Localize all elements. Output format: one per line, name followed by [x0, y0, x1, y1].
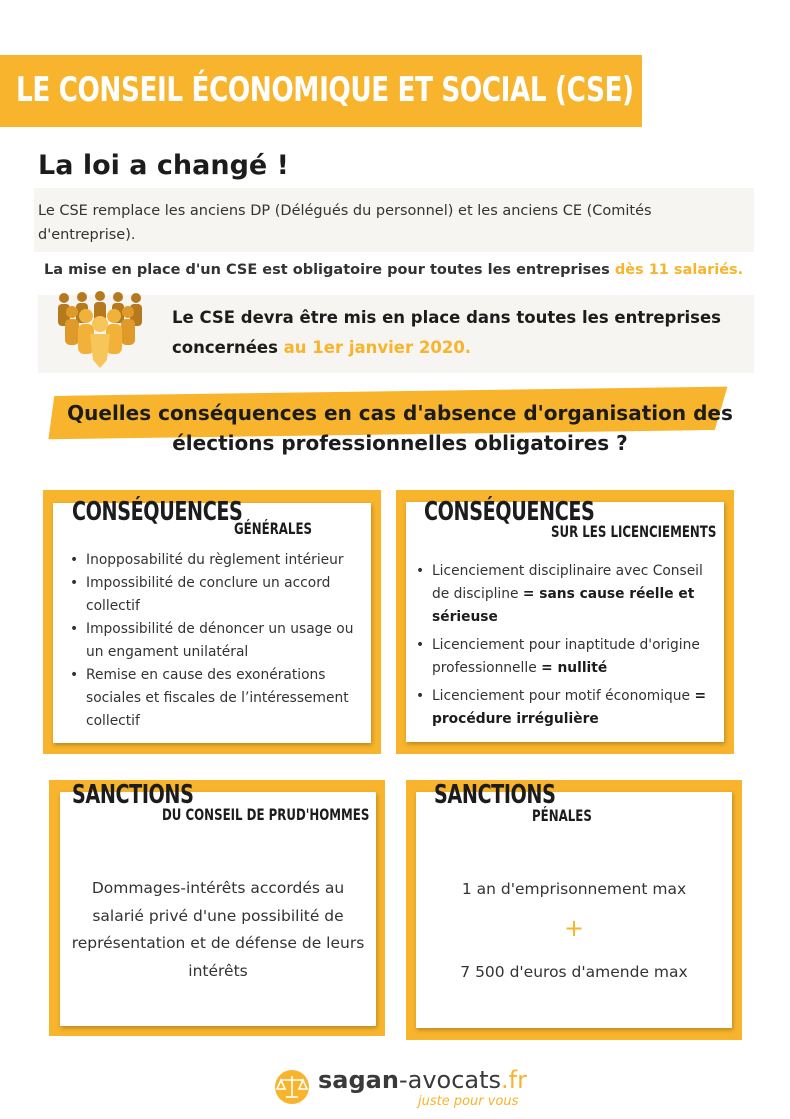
law-text: Le CSE remplace les anciens DP (Délégués du personnel) et les anciens CE (Comités d'entreprise). — [38, 203, 652, 243]
law-heading: La loi a changé ! — [38, 150, 289, 181]
dismissal-consequences-list — [416, 560, 716, 731]
item-text: Licenciement disciplinaire avec Conseil de discipline — [432, 563, 703, 602]
prudhommes-sanctions-text: Dommages-intérêts accordés au salarié privé d'une possibilité de représentation et de défense de leurs intérêts — [71, 879, 365, 980]
prudhommes-sanctions-title: SANCTIONS — [72, 780, 194, 810]
list-item: • Remise en cause des exonérations sociales et fiscales de l’intéressement collectif — [70, 664, 366, 733]
prudhommes-sanctions-subtitle: DU CONSEIL DE PRUD'HOMMES — [162, 805, 370, 824]
deadline-statement — [172, 303, 732, 363]
item-result: = sans cause réelle et sérieuse — [432, 586, 695, 625]
brand-tagline: juste pour vous — [418, 1094, 519, 1109]
general-consequences-subtitle: GÉNÉRALES — [234, 519, 313, 538]
brand-main: sagan — [318, 1066, 399, 1094]
mandatory-highlight: dès 11 salariés. — [614, 262, 744, 278]
brand-tld: .fr — [501, 1066, 527, 1094]
penal-sanctions-subtitle: PÉNALES — [532, 806, 592, 825]
mandatory-text: La mise en place d'un CSE est obligatoire pour toutes les entreprises — [44, 262, 615, 278]
scales-of-justice-icon — [272, 1070, 312, 1108]
list-item — [416, 560, 716, 629]
general-consequences-list — [70, 549, 366, 733]
item-result: = procédure irrégulière — [432, 688, 706, 727]
penal-sanctions-title: SANCTIONS — [434, 780, 556, 810]
general-consequences-title: CONSÉQUENCES — [72, 497, 243, 527]
penal-sanctions-card — [416, 792, 732, 1028]
brand-logo[interactable] — [318, 1066, 527, 1094]
brand-sep: -avocats — [398, 1066, 502, 1094]
deadline-highlight: au 1er janvier 2020. — [283, 338, 472, 357]
question-heading: Quelles conséquences en cas d'absence d'organisation des élections professionnelles obligatoires ? — [67, 401, 733, 455]
page-title: LE CONSEIL ÉCONOMIQUE ET SOCIAL (CSE) — [16, 70, 634, 110]
list-item: • Impossibilité de conclure un accord collectif — [70, 572, 366, 618]
dismissal-consequences-subtitle: SUR LES LICENCIEMENTS — [551, 522, 717, 541]
item-result: = nullité — [541, 660, 608, 676]
list-item — [416, 685, 716, 731]
item-text: Licenciement pour inaptitude d'origine professionnelle — [432, 637, 700, 676]
people-group-icon — [50, 290, 150, 374]
dismissal-consequences-title: CONSÉQUENCES — [424, 497, 595, 527]
deadline-text: Le CSE devra être mis en place dans toutes les entreprises concernées — [172, 308, 721, 357]
list-item: • Impossibilité de dénoncer un usage ou un engament unilatéral — [70, 618, 366, 664]
list-item — [416, 634, 716, 680]
plus-sign: + — [563, 914, 585, 942]
item-text: Licenciement pour motif économique — [432, 688, 695, 704]
mandatory-statement — [44, 262, 743, 278]
penal-sanctions-line-2: 7 500 d'euros d'amende max — [460, 963, 688, 981]
list-item: • Inopposabilité du règlement intérieur — [70, 549, 366, 572]
penal-sanctions-line-1: 1 an d'emprisonnement max — [461, 880, 687, 898]
